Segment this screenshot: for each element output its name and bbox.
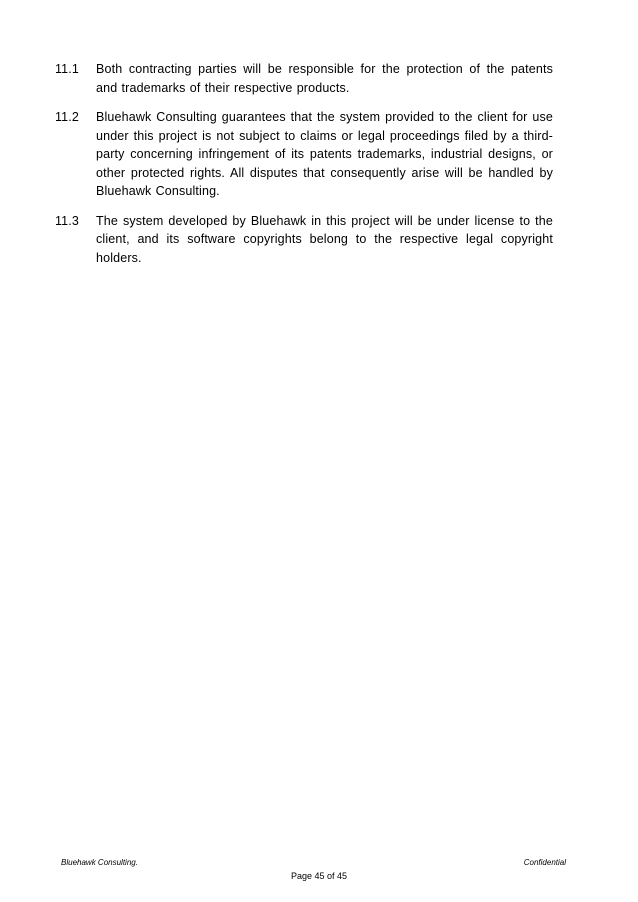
clause-number: 11.1 <box>55 62 80 76</box>
page-number: Page 45 of 45 <box>290 871 348 881</box>
footer-company: Bluehawk Consulting. <box>61 858 138 867</box>
clause-item <box>55 108 553 201</box>
clause-number: 11.2 <box>55 110 80 124</box>
clause-text: Both contracting parties will be responsible for the protection of the patents and trademarks of their respective products. <box>96 62 553 95</box>
clause-text: The system developed by Bluehawk in this project will be under license to the client, and its software copyrights belong to the respective legal copyright holders. <box>96 213 553 265</box>
clause-text: Bluehawk Consulting guarantees that the system provided to the client for use under this project is not subject to claims or legal proceedings filed by a third-party concerning infringement of its patents trademarks, industrial designs, or other protected rights. All disputes that consequently arise will be handled by Bluehawk Consulting. <box>96 110 553 198</box>
footer-confidential: Confidential <box>523 858 566 867</box>
clause-item <box>55 212 553 268</box>
clause-item <box>55 60 553 97</box>
clause-number: 11.3 <box>55 213 80 228</box>
clause-list <box>55 60 553 278</box>
